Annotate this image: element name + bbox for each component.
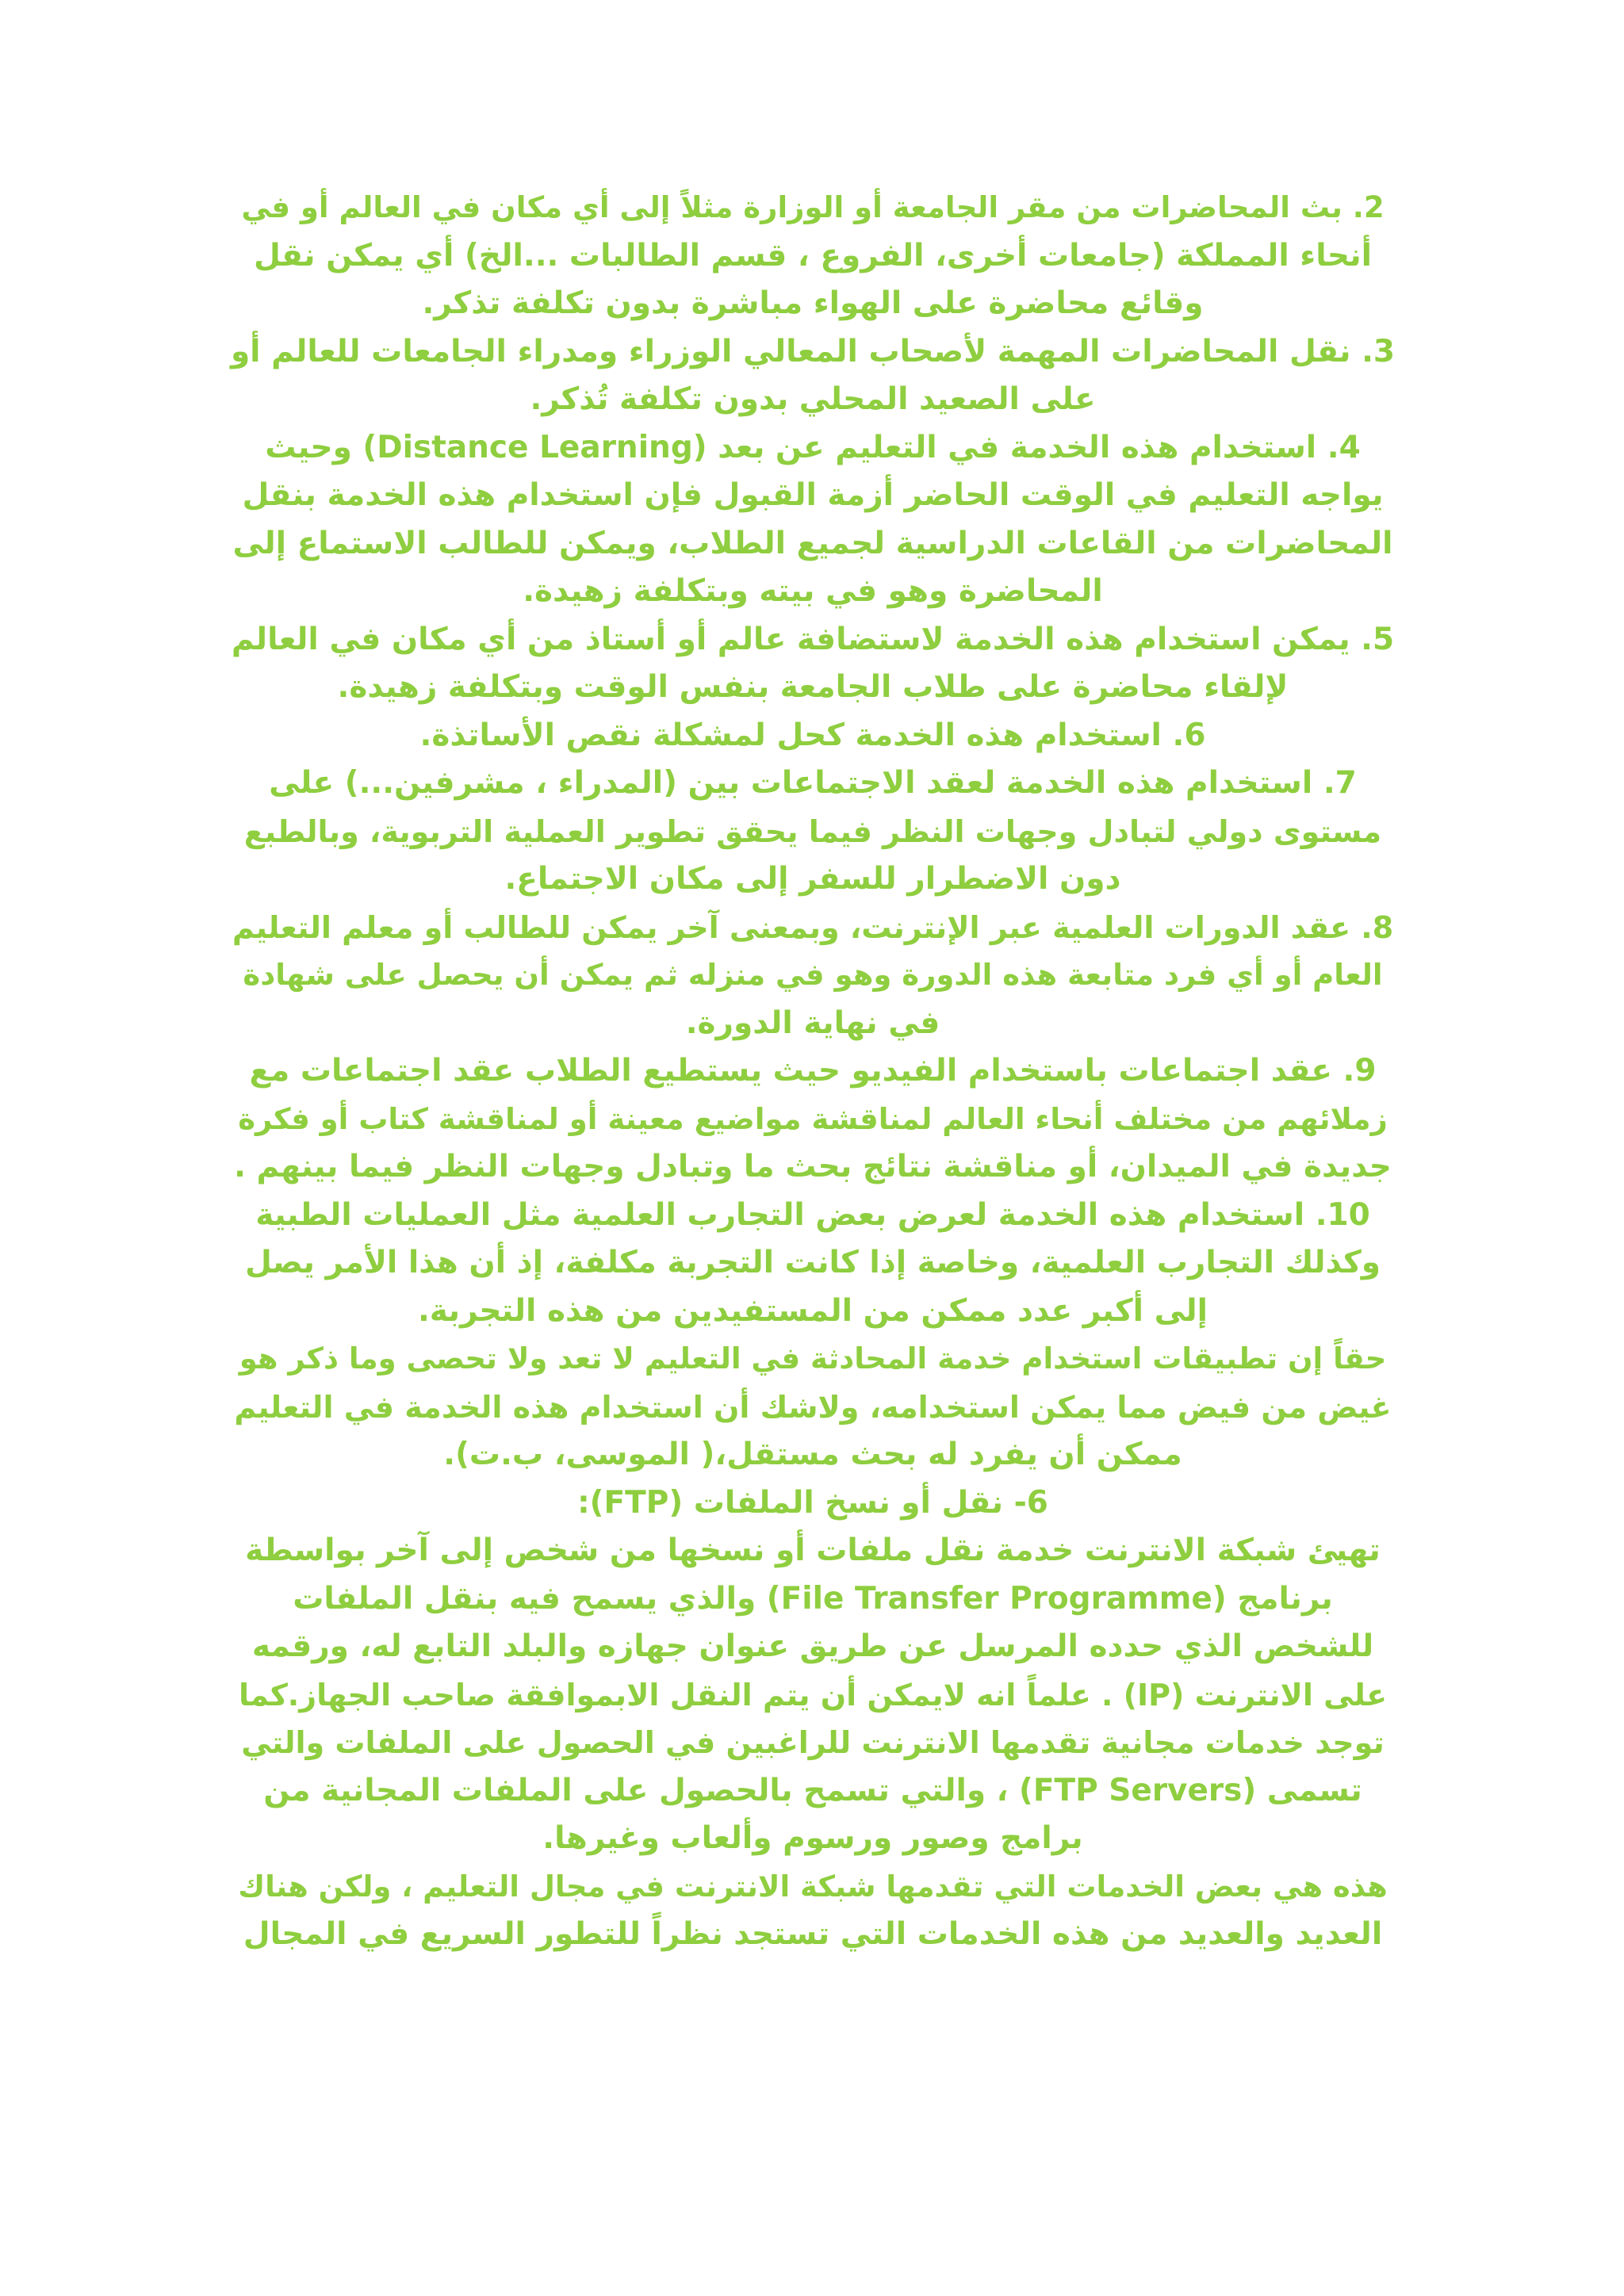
text-line: برنامج (File Transfer Programme) والذي يسمح فيه بنقل الملفات xyxy=(293,1580,1333,1617)
document-page xyxy=(230,184,1396,2103)
text-line: حقاً إن تطبيقات استخدام خدمة المحادثة في التعليم لا تعد ولا تحصى وما ذكر هو xyxy=(239,1341,1387,1376)
text-line: المحاضرة وهو في بيته وبتكلفة زهيدة. xyxy=(523,573,1103,609)
text-line: 2. بث المحاضرات من مقر الجامعة أو الوزارة مثلاً إلى أي مكان في العالم أو في xyxy=(241,190,1385,224)
text-line: للشخص الذي حدده المرسل عن طريق عنوان جهازه والبلد التابع له، ورقمه xyxy=(251,1628,1374,1664)
text-line: وكذلك التجارب العلمية، وخاصة إذا كانت التجربة مكلفة، إذ أن هذا الأمر يصل xyxy=(244,1245,1381,1280)
text-line: توجد خدمات مجانية تقدمها الانترنت للراغبين في الحصول على الملفات والتي xyxy=(241,1725,1385,1760)
text-line: مستوى دولي لتبادل وجهات النظر فيما يحقق تطوير العملية التربوية، وبالطبع xyxy=(243,813,1382,849)
text-line: هذه هي بعض الخدمات التي تقدمها شبكة الانترنت في مجال التعليم ، ولكن هناك xyxy=(238,1869,1388,1904)
text-line: لإلقاء محاضرة على طلاب الجامعة بنفس الوقت وبتكلفة زهيدة. xyxy=(337,669,1289,705)
text-line: تسمى (FTP Servers) ، والتي تسمح بالحصول على الملفات المجانية من xyxy=(263,1772,1362,1808)
text-line: 9. عقد اجتماعات باستخدام الفيديو حيث يستطيع الطلاب عقد اجتماعات مع xyxy=(249,1053,1377,1089)
text-line: المحاضرات من القاعات الدراسية لجميع الطلاب، ويمكن للطالب الاستماع إلى xyxy=(232,525,1393,561)
text-line: غيض من فيض مما يمكن استخدامه، ولاشك أن استخدام هذه الخدمة في التعليم xyxy=(234,1389,1392,1425)
text-line: جديدة في الميدان، أو مناقشة نتائج بحث ما وتبادل وجهات النظر فيما بينهم . xyxy=(234,1149,1392,1184)
text-line: 6. استخدام هذه الخدمة كحل لمشكلة نقص الأساتذة. xyxy=(419,717,1206,753)
text-line: على الصعيد المحلي بدون تكلفة تُذكر. xyxy=(530,381,1096,417)
text-line: أنحاء المملكة (جامعات أخرى، الفروع ، قسم الطالبات ...الخ) أي يمكن نقل xyxy=(254,237,1372,274)
text-line: ممكن أن يفرد له بحث مستقل،( الموسى، ب.ت). xyxy=(443,1437,1182,1472)
text-line: العديد والعديد من هذه الخدمات التي تستجد نظراً للتطور السريع في المجال xyxy=(243,1916,1383,1952)
text-line: تهيئ شبكة الانترنت خدمة نقل ملفات أو نسخها من شخص إلى آخر بواسطة xyxy=(245,1533,1381,1568)
text-line: 10. استخدام هذه الخدمة لعرض بعض التجارب العلمية مثل العمليات الطبية xyxy=(255,1196,1370,1233)
text-line: وقائع محاضرة على الهواء مباشرة بدون تكلفة تذكر. xyxy=(422,285,1204,321)
text-line: على الانترنت (IP) . علماً انه لايمكن أن يتم النقل الابموافقة صاحب الجهاز.كما xyxy=(238,1677,1388,1712)
text-line: 5. يمكن استخدام هذه الخدمة لاستضافة عالم أو أستاذ من أي مكان في العالم xyxy=(231,621,1395,657)
text-line: دون الاضطرار للسفر إلى مكان الاجتماع. xyxy=(504,861,1121,897)
text-line: 8. عقد الدورات العلمية عبر الإنترنت، وبمعنى آخر يمكن للطالب أو معلم التعليم xyxy=(232,909,1394,945)
text-line: يواجه التعليم في الوقت الحاضر أزمة القبول فإن استخدام هذه الخدمة بنقل xyxy=(242,477,1384,513)
text-line: العام أو أي فرد متابعة هذه الدورة وهو في منزله ثم يمكن أن يحصل على شهادة xyxy=(243,958,1383,992)
text-line: 7. استخدام هذه الخدمة لعقد الاجتماعات بين (المدراء ، مشرفين...) على xyxy=(269,765,1357,801)
text-line: برامج وصور ورسوم وألعاب وغيرها. xyxy=(542,1820,1083,1856)
text-line: إلى أكبر عدد ممكن من المستفيدين من هذه التجربة. xyxy=(417,1292,1208,1329)
text-line: في نهاية الدورة. xyxy=(685,1004,940,1041)
section-heading: 6- نقل أو نسخ الملفات (FTP): xyxy=(577,1484,1048,1521)
text-line: زملائهم من مختلف أنحاء العالم لمناقشة مواضيع معينة أو لمناقشة كتاب أو فكرة xyxy=(238,1101,1388,1136)
text-line: 3. نقل المحاضرات المهمة لأصحاب المعالي الوزراء ومدراء الجامعات للعالم أو xyxy=(230,333,1396,369)
text-line: 4. استخدام هذه الخدمة في التعليم عن بعد (Distance Learning) وحيث xyxy=(265,429,1361,465)
